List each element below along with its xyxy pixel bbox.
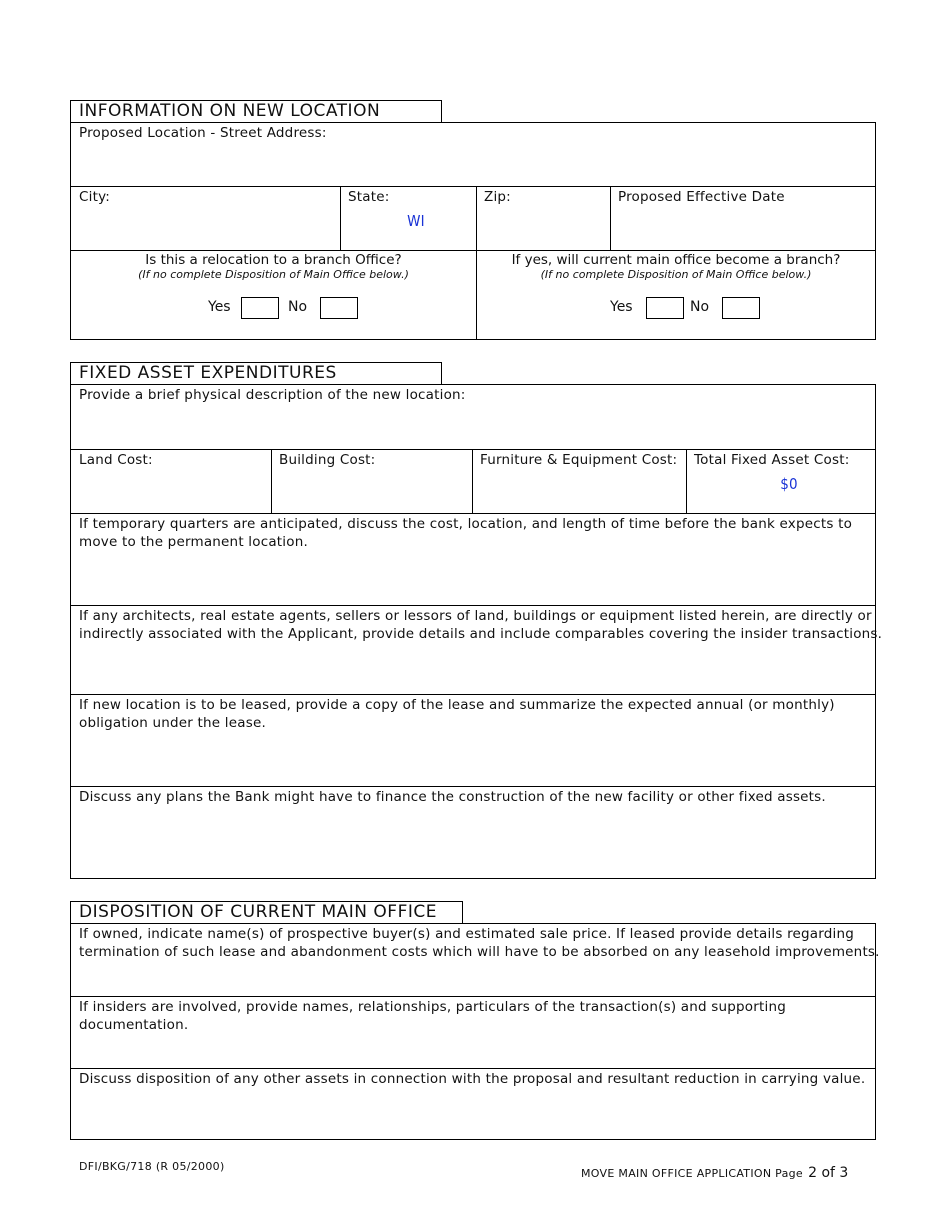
furniture-cost-field[interactable] [472, 449, 702, 517]
city-field[interactable] [71, 186, 356, 254]
street-address-label: Proposed Location - Street Address: [79, 125, 327, 141]
description-label: Provide a brief physical description of the new location: [79, 387, 466, 403]
page-number: 2 of 3 [808, 1165, 849, 1181]
relocation-no-label: No [288, 299, 308, 315]
relocation-no-checkbox[interactable] [320, 297, 358, 319]
insiders-label: If insiders are involved, provide names, relationships, particulars of the transaction(s) and supporting documentation. [79, 999, 786, 1033]
street-address-field[interactable] [71, 122, 891, 188]
branch-yes-checkbox[interactable] [646, 297, 684, 319]
insider-associates-label: If any architects, real estate agents, sellers or lessors of land, buildings or equipment listed herein, are directly or indirectly associated with the Applicant, provide details and include comparables covering the insider transactions. [79, 608, 883, 642]
relocation-question: Is this a relocation to a branch Office? [145, 252, 402, 268]
lease-field[interactable] [71, 694, 891, 790]
page-footer [581, 1162, 848, 1181]
fixed-assets-header: FIXED ASSET EXPENDITURES [70, 362, 442, 385]
financing-field[interactable] [71, 786, 891, 882]
relocation-note: (If no complete Disposition of Main Office below.) [138, 268, 409, 281]
city-label: City: [79, 189, 111, 205]
relocation-yes-label: Yes [208, 299, 231, 315]
disposition-box [70, 923, 880, 1140]
total-cost-label: Total Fixed Asset Cost: [694, 452, 850, 468]
disposition-header: DISPOSITION OF CURRENT MAIN OFFICE [70, 901, 463, 924]
fixed-assets-box [70, 384, 883, 879]
relocation-yes-checkbox[interactable] [241, 297, 279, 319]
lease-label: If new location is to be leased, provide a copy of the lease and summarize the expected annual (or monthly) obligation under the lease. [79, 697, 835, 731]
branch-no-checkbox[interactable] [722, 297, 760, 319]
effective-date-field[interactable] [610, 186, 892, 254]
land-cost-label: Land Cost: [79, 452, 153, 468]
form-id: DFI/BKG/718 (R 05/2000) [79, 1160, 225, 1173]
footer-title: MOVE MAIN OFFICE APPLICATION Page [581, 1167, 803, 1180]
owned-leased-label: If owned, indicate name(s) of prospective buyer(s) and estimated sale price. If leased provide details regarding termination of such lease and abandonment costs which will have to be absorbed on any leasehold improvements. [79, 926, 880, 960]
new-location-box [70, 122, 876, 340]
furniture-cost-label: Furniture & Equipment Cost: [480, 452, 678, 468]
building-cost-label: Building Cost: [279, 452, 376, 468]
new-location-header: INFORMATION ON NEW LOCATION [70, 100, 442, 123]
zip-field[interactable] [476, 186, 626, 254]
temporary-quarters-field[interactable] [71, 513, 891, 609]
zip-label: Zip: [484, 189, 511, 205]
relocation-question-cell [71, 250, 476, 339]
owned-leased-field[interactable] [71, 923, 891, 999]
total-cost-field[interactable] [686, 449, 892, 517]
state-label: State: [348, 189, 390, 205]
temporary-quarters-label: If temporary quarters are anticipated, discuss the cost, location, and length of time before the bank expects to move to the permanent location. [79, 516, 853, 550]
total-cost-value: $0 [780, 475, 798, 493]
branch-yes-label: Yes [610, 299, 633, 315]
other-assets-field[interactable] [71, 1068, 891, 1143]
effective-date-label: Proposed Effective Date [618, 189, 785, 205]
branch-note: (If no complete Disposition of Main Office below.) [540, 268, 812, 281]
description-field[interactable] [71, 384, 891, 452]
building-cost-field[interactable] [271, 449, 488, 517]
financing-label: Discuss any plans the Bank might have to finance the construction of the new facility or other fixed assets. [79, 789, 826, 805]
land-cost-field[interactable] [71, 449, 287, 517]
insiders-field[interactable] [71, 996, 891, 1072]
branch-question: If yes, will current main office become a branch? [511, 252, 841, 268]
state-field[interactable] [340, 186, 492, 254]
branch-question-cell [476, 250, 876, 339]
branch-no-label: No [690, 299, 710, 315]
other-assets-label: Discuss disposition of any other assets in connection with the proposal and resultant reduction in carrying value. [79, 1071, 866, 1087]
insider-associates-field[interactable] [71, 605, 891, 698]
state-value: WI [407, 212, 425, 230]
